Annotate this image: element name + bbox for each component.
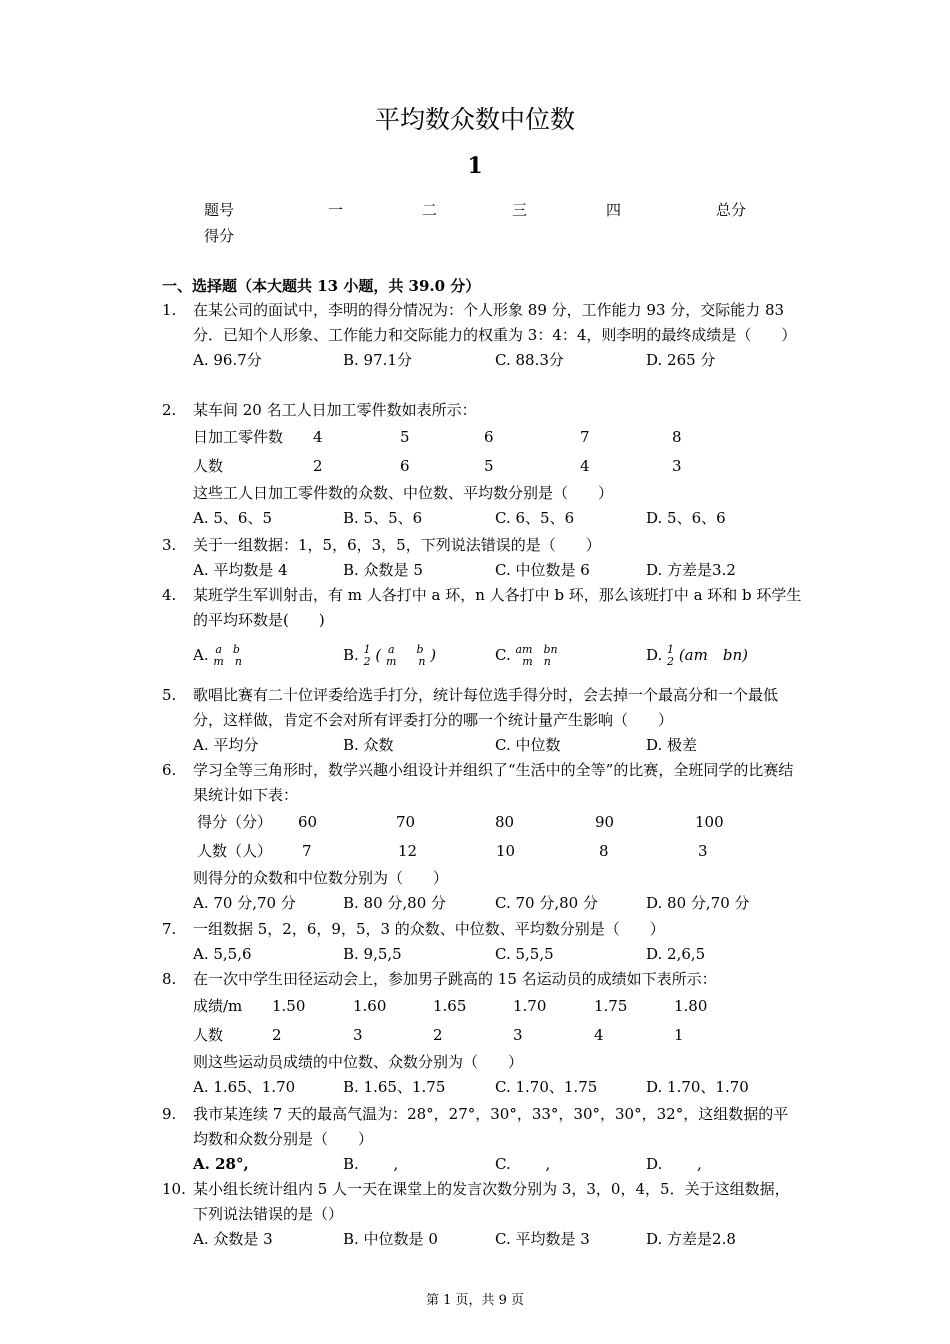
table-cell: 3 xyxy=(513,1026,523,1044)
option-a[interactable]: A. 众数是 3 xyxy=(193,1230,273,1248)
page-footer: 第 1 页，共 9 页 xyxy=(425,1293,525,1308)
option-b[interactable]: B. , xyxy=(343,1155,399,1173)
option-a[interactable]: A. 平均数是 4 xyxy=(193,561,288,579)
option-c[interactable] xyxy=(495,643,558,668)
option-c[interactable]: C. 中位数是 6 xyxy=(495,561,590,579)
option-c[interactable]: C. 5,5,5 xyxy=(495,945,554,963)
question-4 xyxy=(162,583,802,681)
table-row xyxy=(197,837,802,866)
table-cell: 6 xyxy=(484,428,494,446)
section-title: 一、选择题（本大题共 13 小题，共 39.0 分） xyxy=(162,277,481,295)
fraction xyxy=(213,644,242,668)
option-c[interactable]: C. 平均数是 3 xyxy=(495,1230,590,1248)
option-a[interactable] xyxy=(193,643,242,668)
option-d[interactable]: D. 2,6,5 xyxy=(646,945,706,963)
question-text: 某小组长统计组内 5 人一天在课堂上的发言次数分别为 3，3，0，4，5．关于这组数据，下列说法错误的是（） xyxy=(193,1180,790,1223)
table-cell: 90 xyxy=(595,813,615,831)
table-cell: 日加工零件数 xyxy=(193,428,284,446)
table-cell: 1 xyxy=(674,1026,684,1044)
table-cell: 得分（分） xyxy=(197,813,273,831)
options xyxy=(193,733,802,758)
table-cell: 80 xyxy=(495,813,515,831)
option-label: B. xyxy=(343,646,359,664)
data-table xyxy=(162,992,802,1050)
option-d[interactable]: D. 1.70、1.70 xyxy=(646,1078,749,1096)
option-d[interactable] xyxy=(646,643,748,668)
data-table xyxy=(162,808,802,866)
options xyxy=(193,942,802,967)
options xyxy=(193,348,802,373)
option-label: A. xyxy=(193,646,209,664)
option-b[interactable]: B. 5、5、6 xyxy=(343,509,423,527)
option-c[interactable]: C. 88.3分 xyxy=(495,351,564,369)
question-text: 某车间 20 名工人日加工零件数如表所示： xyxy=(193,401,477,419)
table-row xyxy=(197,808,802,837)
option-a[interactable]: A. 1.65、1.70 xyxy=(193,1078,296,1096)
table-cell: 1.80 xyxy=(674,997,708,1015)
table-row xyxy=(193,992,802,1021)
option-c[interactable]: C. 70 分,80 分 xyxy=(495,894,598,912)
question-10 xyxy=(162,1177,802,1252)
question-number: 10. xyxy=(162,1180,186,1198)
table-cell: 3 xyxy=(672,457,682,475)
table-cell: 人数（人） xyxy=(197,842,273,860)
table-cell: 成绩/m xyxy=(193,997,243,1015)
paren-open: ( xyxy=(375,646,382,664)
fraction-denominator: m n xyxy=(522,655,551,668)
question-number: 1. xyxy=(162,301,177,319)
fraction-denominator: m n xyxy=(386,655,426,668)
table-cell: 7 xyxy=(302,842,312,860)
math-expression: (am bn) xyxy=(678,646,748,664)
options xyxy=(193,506,802,531)
options xyxy=(193,558,802,583)
table-cell: 人数 xyxy=(193,457,224,475)
table-cell: 8 xyxy=(599,842,609,860)
page-subtitle: 1 xyxy=(467,153,483,179)
options xyxy=(193,1075,802,1100)
table-row xyxy=(193,1021,802,1050)
option-d[interactable]: D. , xyxy=(646,1155,702,1173)
option-b[interactable]: B. 9,5,5 xyxy=(343,945,402,963)
option-d[interactable]: D. 方差是3.2 xyxy=(646,561,736,579)
fraction-numerator: 1 xyxy=(363,643,371,656)
table-cell: 70 xyxy=(396,813,416,831)
option-b[interactable]: B. 众数是 5 xyxy=(343,561,423,579)
option-label: D. xyxy=(646,646,663,664)
table-cell: 2 xyxy=(313,457,323,475)
table-cell: 3 xyxy=(353,1026,363,1044)
option-d[interactable]: D. 5、6、6 xyxy=(646,509,726,527)
fraction-numerator: 1 xyxy=(667,643,675,656)
question-text: 关于一组数据：1，5，6，3，5，下列说法错误的是（ ） xyxy=(193,536,601,554)
page-title: 平均数众数中位数 xyxy=(374,105,575,134)
option-a[interactable]: A. 28°, xyxy=(193,1155,249,1173)
option-a[interactable]: A. 平均分 xyxy=(193,736,259,754)
question-7 xyxy=(162,917,802,967)
data-table xyxy=(162,423,802,481)
table-cell: 2 xyxy=(433,1026,443,1044)
question-6 xyxy=(162,758,802,916)
question-text: 一组数据 5，2，6，9，5，3 的众数、中位数、平均数分别是（ ） xyxy=(193,920,665,938)
table-cell: 3 xyxy=(698,842,708,860)
option-b[interactable]: B. 80 分,80 分 xyxy=(343,894,447,912)
score-header-cell: 四 xyxy=(606,201,622,219)
option-b[interactable]: B. 1.65、1.75 xyxy=(343,1078,446,1096)
table-cell: 12 xyxy=(398,842,418,860)
options xyxy=(193,643,802,681)
question-8 xyxy=(162,967,802,1100)
question-text: 学习全等三角形时，数学兴趣小组设计并组织了“生活中的全等”的比赛，全班同学的比赛结果统计如下表： xyxy=(193,761,794,804)
question-number: 8. xyxy=(162,970,177,988)
option-b[interactable]: B. 众数 xyxy=(343,736,394,754)
fraction-numerator: a b xyxy=(387,643,424,656)
question-text: 某班学生军训射击，有 m 人各打中 a 环，n 人各打中 b 环，那么该班打中 a 环和 b 环学生的平均环数是( ) xyxy=(193,586,802,629)
option-a[interactable]: A. 96.7分 xyxy=(193,351,262,369)
table-cell: 2 xyxy=(272,1026,282,1044)
options xyxy=(193,1227,802,1252)
option-c[interactable]: C. , xyxy=(495,1155,551,1173)
question-text-followup: 这些工人日加工零件数的众数、中位数、平均数分别是（ ） xyxy=(193,484,614,502)
question-3 xyxy=(162,533,802,583)
table-cell: 6 xyxy=(400,457,410,475)
table-cell: 1.50 xyxy=(272,997,306,1015)
option-b[interactable] xyxy=(343,643,436,668)
table-cell: 5 xyxy=(400,428,410,446)
table-cell: 8 xyxy=(672,428,682,446)
option-d[interactable]: D. 265 分 xyxy=(646,351,716,369)
table-cell: 7 xyxy=(580,428,590,446)
question-2 xyxy=(162,398,802,531)
fraction-denominator: 2 xyxy=(667,655,675,668)
question-number: 3. xyxy=(162,536,177,554)
option-d[interactable]: D. 极差 xyxy=(646,736,698,754)
table-cell: 1.65 xyxy=(433,997,467,1015)
question-text: 在某公司的面试中，李明的得分情况为：个人形象 89 分，工作能力 93 分，交际能力 83 分．已知个人形象、工作能力和交际能力的权重为 3：4：4，则李明的最终成绩是（ ） xyxy=(193,301,797,344)
question-9 xyxy=(162,1102,802,1177)
score-header-cell: 三 xyxy=(512,201,528,219)
table-row xyxy=(193,423,802,452)
options xyxy=(193,1152,802,1177)
table-cell: 60 xyxy=(298,813,318,831)
fraction-numerator: am bn xyxy=(515,643,558,656)
option-c[interactable]: C. 中位数 xyxy=(495,736,561,754)
question-number: 9. xyxy=(162,1105,177,1123)
table-cell: 1.70 xyxy=(513,997,547,1015)
score-header-cell: 一 xyxy=(328,201,344,219)
option-b[interactable]: B. 中位数是 0 xyxy=(343,1230,438,1248)
fraction-denominator: 2 xyxy=(363,655,371,668)
paren-close: ) xyxy=(430,646,437,664)
option-c[interactable]: C. 6、5、6 xyxy=(495,509,575,527)
question-text: 我市某连续 7 天的最高气温为：28°，27°，30°，33°，30°，30°，32°，这组数据的平均数和众数分别是（ ） xyxy=(193,1105,789,1148)
option-label: C. xyxy=(495,646,511,664)
option-c[interactable]: C. 1.70、1.75 xyxy=(495,1078,598,1096)
question-text: 歌唱比赛有二十位评委给选手打分，统计每位选手得分时，会去掉一个最高分和一个最低分，这样做，肯定不会对所有评委打分的哪一个统计量产生影响（ ） xyxy=(193,686,779,729)
option-a[interactable]: A. 5,5,6 xyxy=(193,945,252,963)
table-cell: 10 xyxy=(496,842,516,860)
score-header-cell: 二 xyxy=(422,201,438,219)
table-cell: 1.60 xyxy=(353,997,387,1015)
table-cell: 4 xyxy=(313,428,323,446)
fraction xyxy=(516,644,558,668)
question-number: 4. xyxy=(162,586,177,604)
question-5 xyxy=(162,683,802,758)
table-cell: 人数 xyxy=(193,1026,224,1044)
option-a[interactable]: A. 5、6、5 xyxy=(193,509,272,527)
table-row xyxy=(193,452,802,481)
question-number: 6. xyxy=(162,761,177,779)
fraction xyxy=(364,644,371,668)
table-cell: 1.75 xyxy=(594,997,628,1015)
option-d[interactable]: D. 方差是2.8 xyxy=(646,1230,736,1248)
score-header-cell: 题号 xyxy=(204,201,235,219)
question-number: 7. xyxy=(162,920,177,938)
table-cell: 4 xyxy=(580,457,590,475)
question-number: 5. xyxy=(162,686,177,704)
table-cell: 4 xyxy=(594,1026,604,1044)
option-d[interactable]: D. 80 分,70 分 xyxy=(646,894,750,912)
question-text: 在一次中学生田径运动会上，参加男子跳高的 15 名运动员的成绩如下表所示： xyxy=(193,970,717,988)
question-text-followup: 则这些运动员成绩的中位数、众数分别为（ ） xyxy=(193,1053,524,1071)
table-cell: 100 xyxy=(695,813,724,831)
score-header-cell: 总分 xyxy=(716,201,747,219)
option-a[interactable]: A. 70 分,70 分 xyxy=(193,894,296,912)
fraction xyxy=(386,644,426,668)
options xyxy=(193,891,802,916)
score-row-label: 得分 xyxy=(204,227,235,245)
table-cell: 5 xyxy=(484,457,494,475)
fraction xyxy=(667,644,674,668)
fraction-numerator: a b xyxy=(215,643,240,656)
question-text-followup: 则得分的众数和中位数分别为（ ） xyxy=(193,869,449,887)
question-1 xyxy=(162,298,802,373)
question-number: 2. xyxy=(162,401,177,419)
fraction-denominator: m n xyxy=(213,655,242,668)
option-b[interactable]: B. 97.1分 xyxy=(343,351,412,369)
